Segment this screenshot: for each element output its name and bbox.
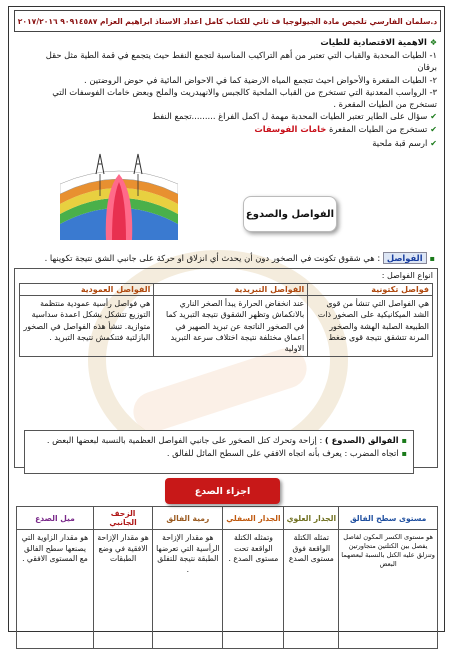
table-header: الفواصل التبريدية (154, 284, 308, 296)
fault-parts-label: اجزاء الصدع (165, 478, 280, 504)
table-cell: هو مقدار الزاوية التي يصنعها سطح الفالق مع المستوى الافقي . (17, 530, 94, 649)
checkmark-bullet-icon: ❖ (429, 38, 437, 47)
section-title: الفواصل والصدوع (243, 196, 337, 232)
list-item: ١- الطيات المحدبة والقباب التي تعتبر من أهم التراكيب المناسبة لتجمع النفط حيث يتجمع في قمة الطية مثل حقل (45, 50, 437, 61)
fold-economics-section (27, 36, 437, 150)
table-cell: هو مقدار الإزاحة الرأسية التي تعرضها الطبقة نتيجة للتفلق . (153, 530, 223, 649)
check-icon: ✔ (430, 125, 437, 135)
table-header: الفواصل العمودية (20, 284, 154, 296)
answer-text: خامات الفوسفات (254, 124, 327, 135)
table-cell: تمثله الكتلة الواقعة فوق مستوى الصدع (284, 530, 339, 649)
list-item: تستخرج من الطيات المقعرة . (333, 99, 437, 110)
joints-definition (23, 252, 435, 264)
question-2 (27, 123, 437, 136)
heading-text: الاهمية الاقتصادية للطيات (320, 37, 427, 47)
table-cell: عند انخفاض الحرارة يبدأ الصخر الناري بالانكماش وتظهر الشقوق نتيجة التبريد كما في الصخور الناتجة عن تبريد الصهير في اعماق مختلفة نتيجة اختلاف سرعة التبريد الاولية (154, 296, 308, 357)
faults-box (24, 430, 414, 474)
question-text: ارسم قبة ملحية (372, 137, 428, 148)
table-cell: وتمثله الكتلة الواقعة تحت مستوى الصدع . (223, 530, 284, 649)
strike-definition (31, 447, 407, 460)
table-header: فواصل تكتونية (308, 284, 433, 296)
table-header: الجدار العلوي (284, 507, 339, 530)
list-item: ٢- الطيات المقعرة والأحواض احيث تتجمع المياه الارضية كما في الاحواض المائية في حوض الروضتين . (84, 74, 437, 85)
table-cell: هو مقدار الإزاحة الافقية في وضع الطبقات (93, 530, 152, 649)
joint-types-heading: انواع الفواصل : (381, 271, 433, 280)
table-header: الزحف الجانبي (93, 507, 152, 530)
page-header: د.سلمان الفارسي تلخيص مادة الجيولوجيا ف ثاني للكتاب كامل اعداد الاستاذ ابراهيم العزام ٩٠٩١٤٥٨٧ ٢٠١٧/٢٠١٦ (14, 10, 441, 32)
question-text: سؤال على الطاير تعتبر الطيات المحدبة مهمة ل اكمل الفراغ .........تجمع النفط (152, 111, 428, 122)
salt-dome-diagram (60, 152, 178, 240)
joint-types-table (19, 283, 433, 357)
list-item: برقان (417, 62, 437, 73)
definition-text: : هي شقوق تكونت في الصخور دون أن يحدث أي انزلاق او حركة على جانبي الشق نتيجة تكوينها . (44, 253, 381, 263)
bullet-icon: ▪ (429, 254, 435, 263)
bullet-icon: ▪ (401, 436, 407, 445)
table-header: الجدار السفلي (223, 507, 284, 530)
check-icon: ✔ (430, 138, 437, 148)
table-header: رمية الفالق (153, 507, 223, 530)
question-3 (27, 137, 437, 150)
table-cell: هو مستوى الكسر المكون لفاصل يفصل بين الكتلتين متجاورتين وتنزلق عليه الكتل بالنسبة لبعضهما البعض (339, 530, 438, 649)
term-tag: الفواصل (383, 252, 427, 264)
table-header: مستوى سطح الفالق (339, 507, 438, 530)
definition-text: : إزاحة وتحرك كتل الصخور على جانبي الفواصل العظمية بالنسبة لبعضها البعض . (46, 435, 323, 445)
definition-text: اتجاه المضرب : يعرف بأنه اتجاه الافقي على السطح المائل للفالق . (166, 448, 399, 458)
fold-economics-heading (27, 36, 437, 49)
check-icon: ✔ (430, 112, 437, 122)
fault-definition (31, 434, 407, 447)
question-text: تستخرج من الطيات المقعرة (328, 124, 428, 135)
list-item: ٣- الرواسب المعدنية التي تستخرج من القباب الملحية كالجبس والانهيدريت والملح وبعض خامات الفوسفات التي (52, 86, 437, 97)
fault-parts-table (16, 492, 438, 649)
table-cell: هي الفواصل التي تنشأ من قوى الشد الميكانيكية على الصخور ذات الطبيعة الصلبة الهشة والصخور المرنة تتشقق نتيجة قوى ضغط (308, 296, 433, 357)
question-1 (27, 110, 437, 123)
table-header: ميل الصدع (17, 507, 94, 530)
bullet-icon: ▪ (401, 449, 407, 458)
table-cell: هي فواصل رأسية عمودية منتظمة التوزيع تتشكل بشكل اعمدة سداسية متوازية. تنشأ هذه الفواصل في الصخور البازلتية فتنكمش نتيجة التبريد . (20, 296, 154, 357)
term-text: الفوالق (الصدوع ) (324, 435, 399, 445)
